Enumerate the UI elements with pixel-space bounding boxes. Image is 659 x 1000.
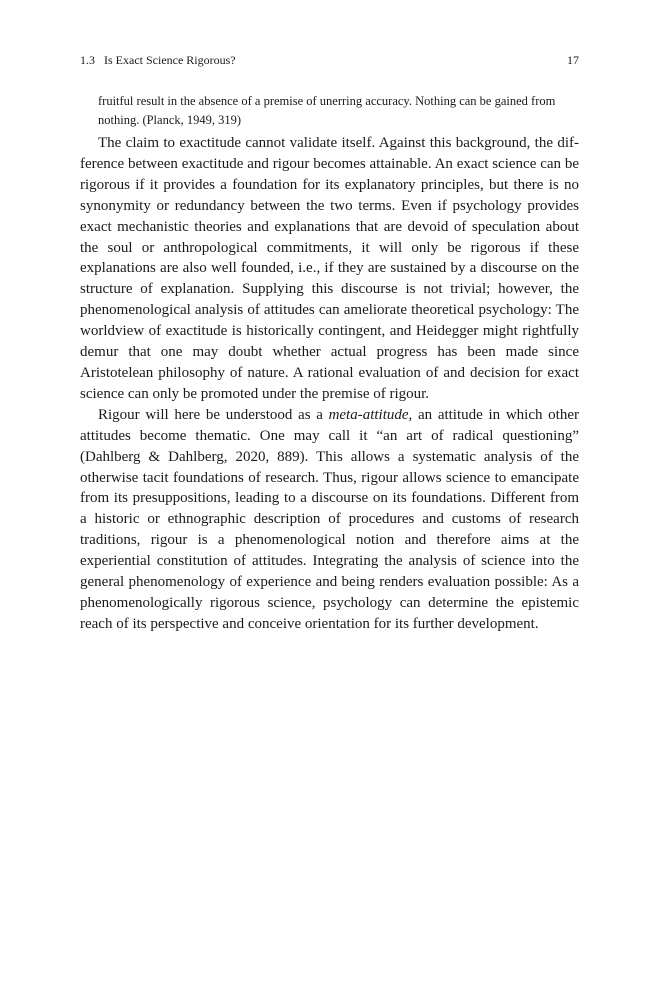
paragraph-2-text-after: , an attitude in which other attitudes become thematic. One may call it “an art of radical questioning” (Dahlberg & Dahlberg, 2020, 889). This allows a systematic analysis of the otherwise tacit foundations of research. Thus, rigour allows science to emancipate from its presuppositions, leading to a discourse on its foundations. Different from a historic or ethnographic description of procedures and customs of research traditions, rigour is a phenomenological notion and therefore aims at the experiential constitution of attitudes. Integrating the analysis of science into the general phenomenology of experience and being renders evaluation possible: As a phenomenologically rigorous science, psychology can determine the epistemic reach of its perspective and conceive orientation for its further development. [80,406,579,632]
body-text [80,133,579,635]
section-heading [80,52,236,68]
page-number: 17 [567,53,579,67]
section-title: Is Exact Science Rigorous? [104,53,236,67]
paragraph-1: The claim to exactitude cannot validate itself. Against this background, the difference between exactitude and rigour becomes attainable. An exact science can be rigorous if it provides a foundation for its explanatory principles, but there is no synonymity or redundancy between the two terms. Even if psychology provides exact mechanistic theories and explanations that are devoid of speculation about the soul or anthropological commitments, it will only be rigorous if these explanations are also well founded, i.e., if they are sustained by a discourse on the structure of explanation. Supplying this discourse is not trivial; however, the phenomenological analysis of attitudes can ameliorate theoretical psychology: The worldview of exactitude is historically contingent, and Heidegger might rightfully demur that one may doubt whether actual progress has been made since Aristotelean philosophy of nature. A rational evaluation of and decision for exact science can only be promoted under the premise of rigour. [80,135,579,402]
section-number: 1.3 [80,53,95,67]
block-quote: fruitful result in the absence of a premise of unerring accuracy. Nothing can be gained from nothing. (Planck, 1949, 319) [98,94,556,127]
paragraph-2-text-before: Rigour will here be understood as a [98,406,329,423]
paragraph-2 [80,405,579,635]
meta-attitude-emphasis: meta-attitude [328,406,409,423]
running-head [80,52,579,68]
